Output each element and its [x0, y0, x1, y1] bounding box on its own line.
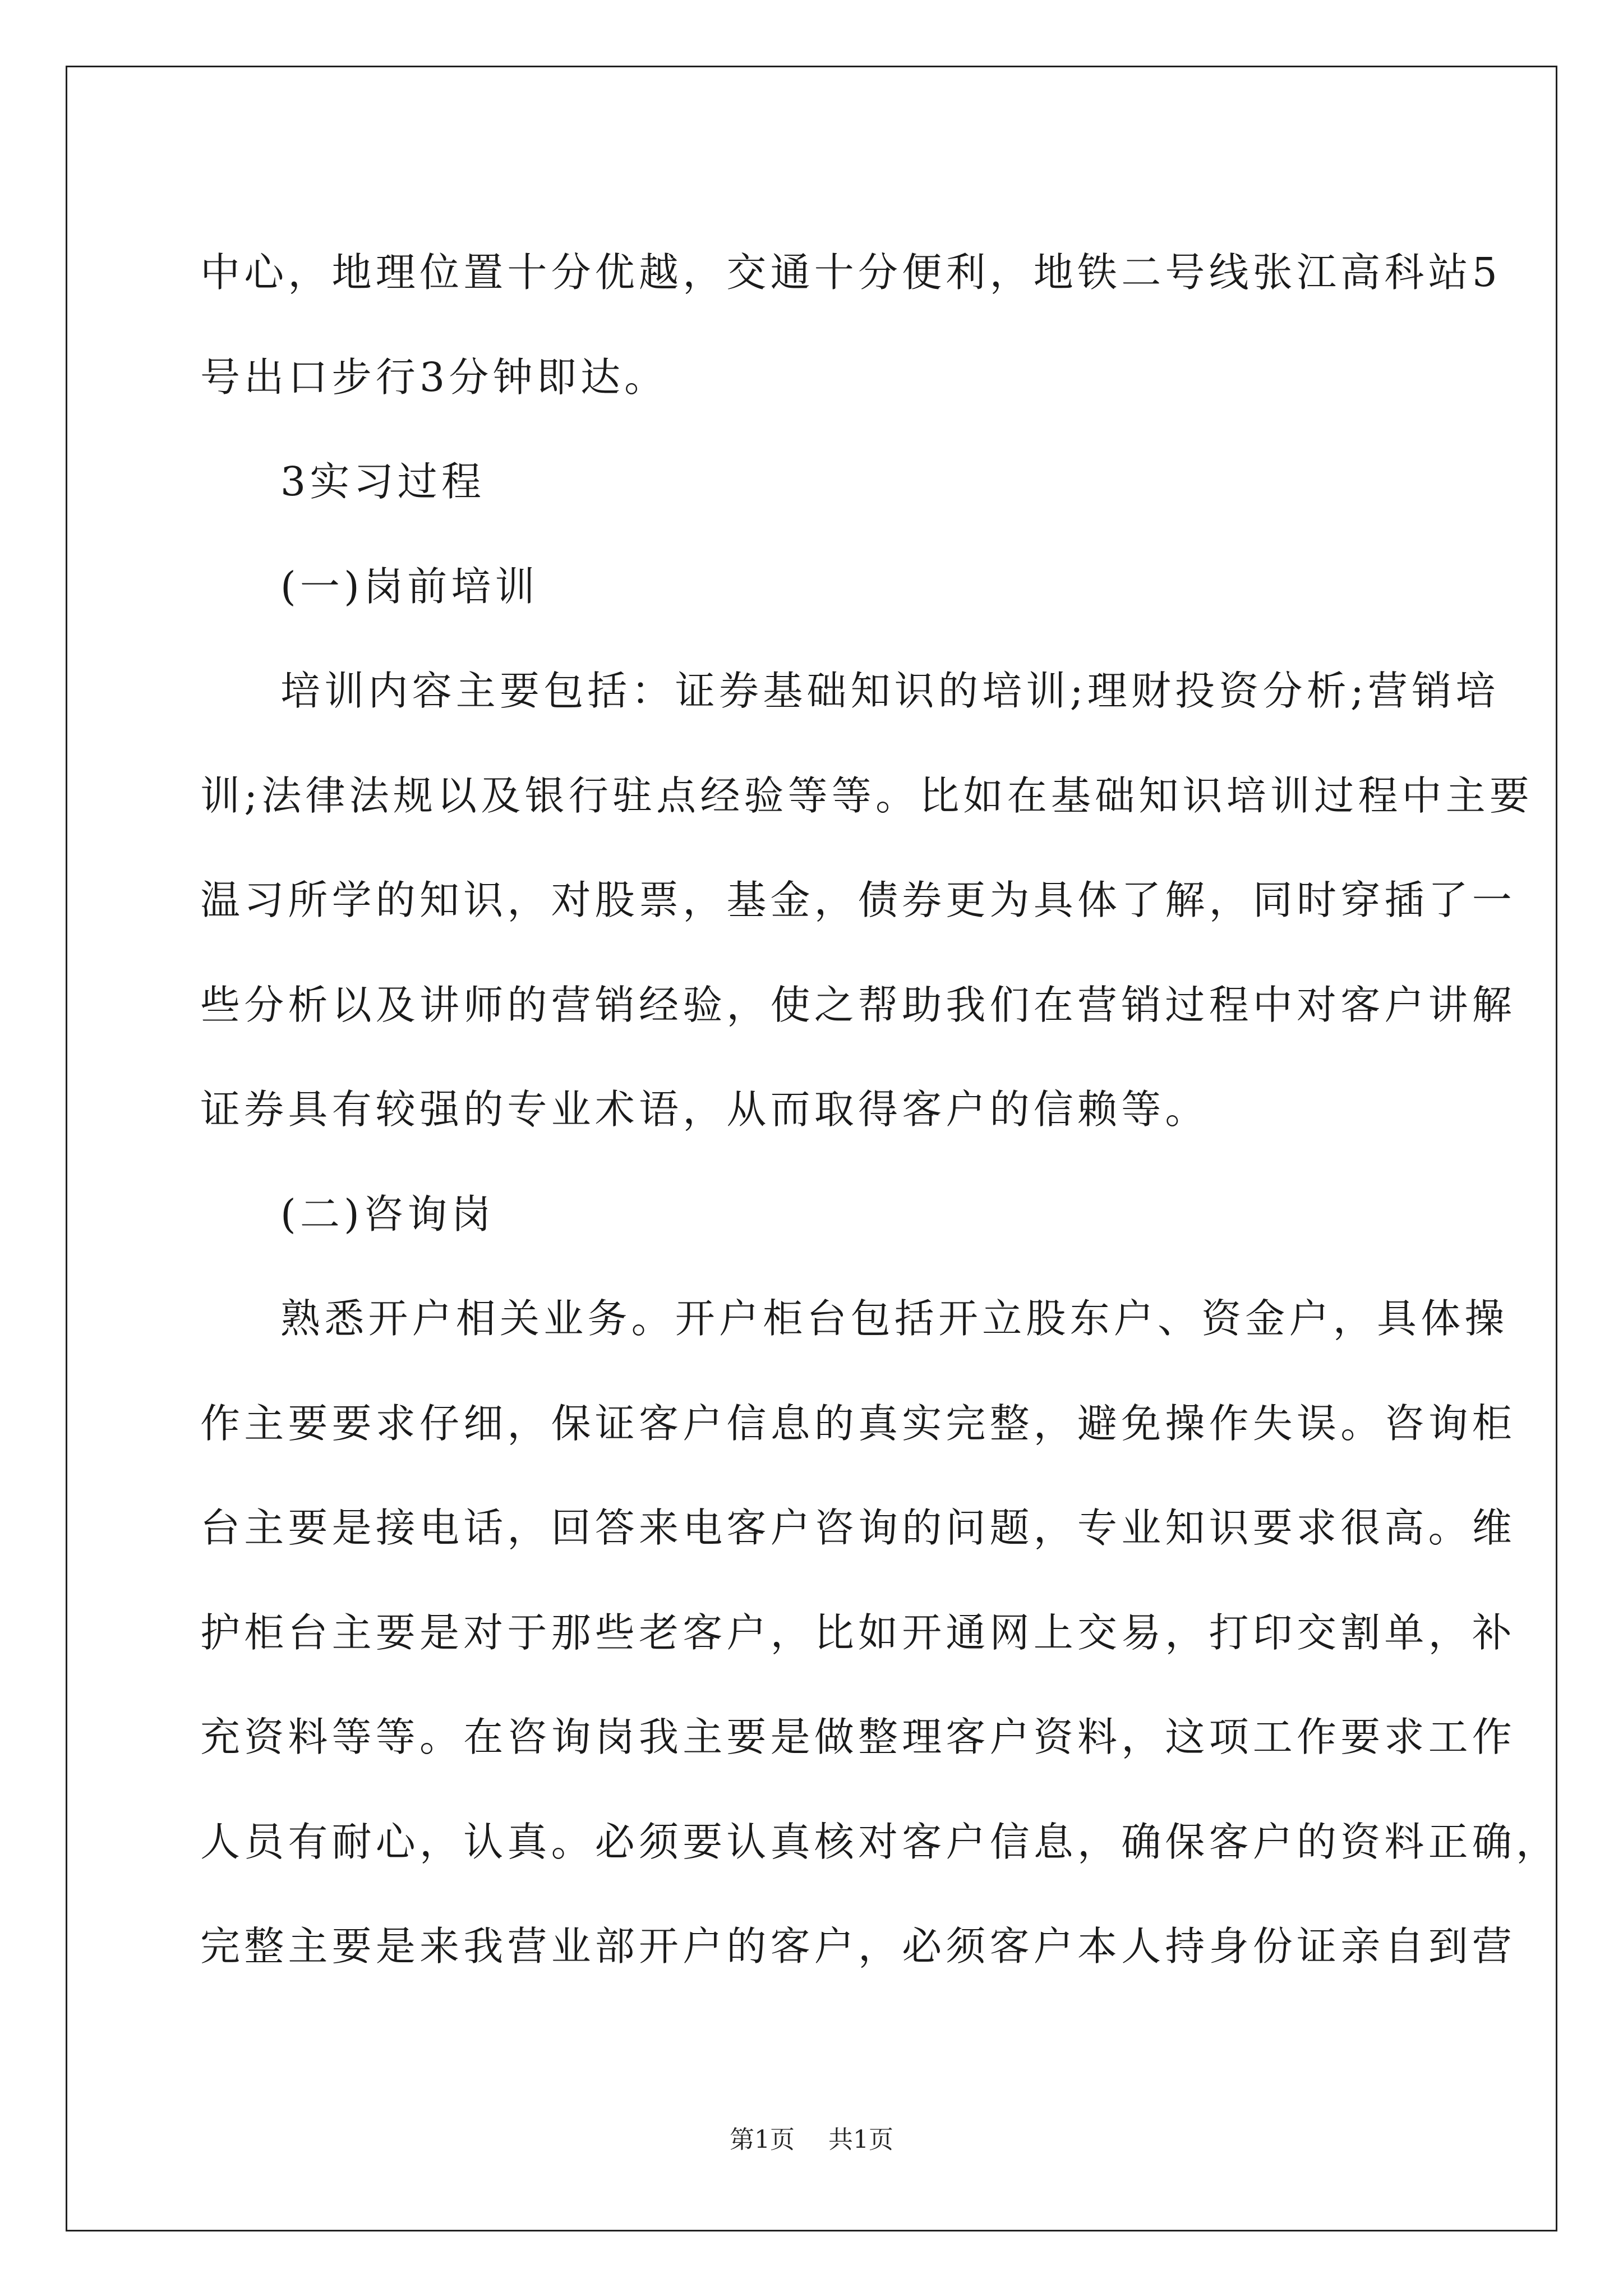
- text-line-6: 训;法律法规以及银行驻点经验等等。比如在基础知识培训过程中主要: [200, 772, 1534, 819]
- document-body: [200, 220, 1560, 1999]
- page-number: 第1页: [730, 2125, 795, 2154]
- text-line-13: 台主要是接电话，回答来电客户咨询的问题，专业知识要求很高。维: [200, 1504, 1516, 1551]
- text-line-12: 作主要要求仔细，保证客户信息的真实完整，避免操作失误。咨询柜: [200, 1400, 1516, 1447]
- text-line-8: 些分析以及讲师的营销经验，使之帮助我们在营销过程中对客户讲解: [200, 981, 1516, 1028]
- text-line-14: 护柜台主要是对于那些老客户，比如开通网上交易，打印交割单，补: [200, 1609, 1516, 1656]
- page-total: 共1页: [828, 2125, 893, 2154]
- text-line-5: 培训内容主要包括：证券基础知识的培训;理财投资分析;营销培: [280, 668, 1500, 714]
- subsection-heading-1: (一)岗前培训: [280, 563, 539, 610]
- subsection-heading-2: (二)咨询岗: [280, 1190, 495, 1237]
- text-line-11: 熟悉开户相关业务。开户柜台包括开立股东户、资金户，具体操: [280, 1295, 1509, 1342]
- text-line-7: 温习所学的知识，对股票，基金，债券更为具体了解，同时穿插了一: [200, 877, 1516, 923]
- text-line-16: 人员有耐心，认真。必须要认真核对客户信息，确保客户的资料正确，: [200, 1818, 1560, 1865]
- text-line-9: 证券具有较强的专业术语，从而取得客户的信赖等。: [200, 1086, 1209, 1133]
- text-line-1: 中心，地理位置十分优越，交通十分便利，地铁二号线张江高科站5: [200, 249, 1502, 296]
- text-line-2: 号出口步行3分钟即达。: [200, 353, 668, 401]
- page-footer: [0, 2119, 1623, 2155]
- section-heading-3: 3实习过程: [280, 458, 486, 505]
- text-line-17: 完整主要是来我营业部开户的客户，必须客户本人持身份证亲自到营: [200, 1923, 1516, 1970]
- text-line-15: 充资料等等。在咨询岗我主要是做整理客户资料，这项工作要求工作: [200, 1714, 1516, 1760]
